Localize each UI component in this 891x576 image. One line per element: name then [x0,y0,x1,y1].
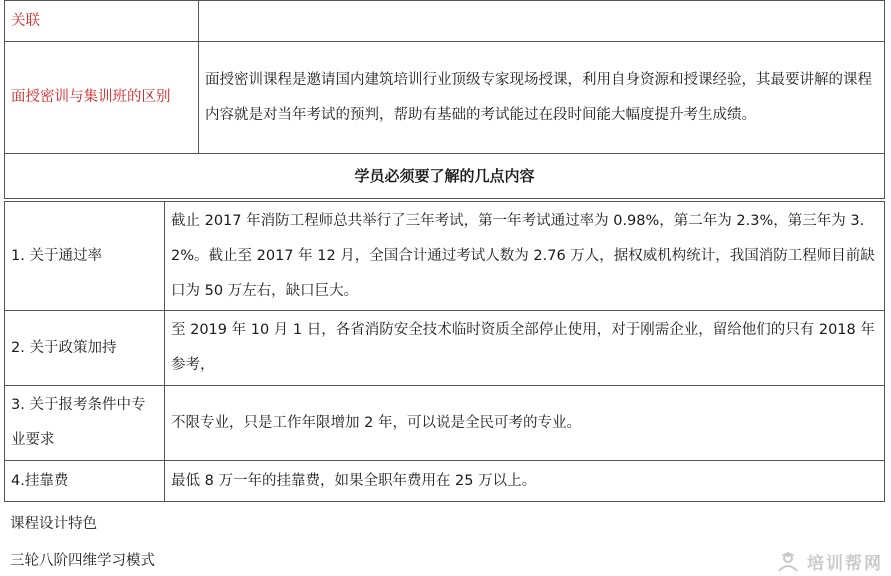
graduation-figure-icon [775,551,801,573]
table-row-related [5,1,885,42]
table-row-heading [5,154,885,199]
intro-table [4,0,885,199]
row-content-difference: 面授密训课程是邀请国内建筑培训行业顶级专家现场授课，利用自身资源和授课经验，其最要讲解的课程内容就是对当年考试的预判，帮助有基础的考试能过在段时间能大幅度提升考生成绩。 [199,42,885,154]
row-content-related [199,1,885,42]
learning-mode-text: 三轮八阶四维学习模式 [10,553,155,569]
point-label-pass-rate: 1. 关于通过率 [5,202,165,311]
points-table [4,201,885,502]
point-content-pass-rate: 截止 2017 年消防工程师总共举行了三年考试，第一年考试通过率为 0.98%，第二年为 2.3%，第三年为 3.2%。截止至 2017 年 12 月，全国合计通过考试人数为 2.76 万人，据权威机构统计，我国消防工程师目前缺口为 50 万左右，缺口巨大。 [165,202,885,311]
watermark-text: 培训帮网 [807,554,883,574]
table-row [5,202,885,311]
point-label-requirements: 3. 关于报考条件中专业要求 [5,386,165,461]
table-row [5,311,885,386]
point-label-policy: 2. 关于政策加持 [5,311,165,386]
watermark [775,549,883,574]
course-design-title: 课程设计特色 [10,516,97,532]
point-content-policy: 至 2019 年 10 月 1 日，各省消防安全技术临时资质全部停止使用，对于刚需企业，留给他们的只有 2018 年参考， [165,311,885,386]
table-row [5,461,885,502]
row-label-related: 关联 [5,1,199,42]
section-heading: 学员必须要了解的几点内容 [5,154,885,199]
point-content-requirements: 不限专业，只是工作年限增加 2 年，可以说是全民可考的专业。 [165,386,885,461]
point-content-fee: 最低 8 万一年的挂靠费，如果全职年费用在 25 万以上。 [165,461,885,502]
table-row-difference [5,42,885,154]
row-label-difference: 面授密训与集训班的区别 [5,42,199,154]
point-label-fee: 4.挂靠费 [5,461,165,502]
table-row [5,386,885,461]
